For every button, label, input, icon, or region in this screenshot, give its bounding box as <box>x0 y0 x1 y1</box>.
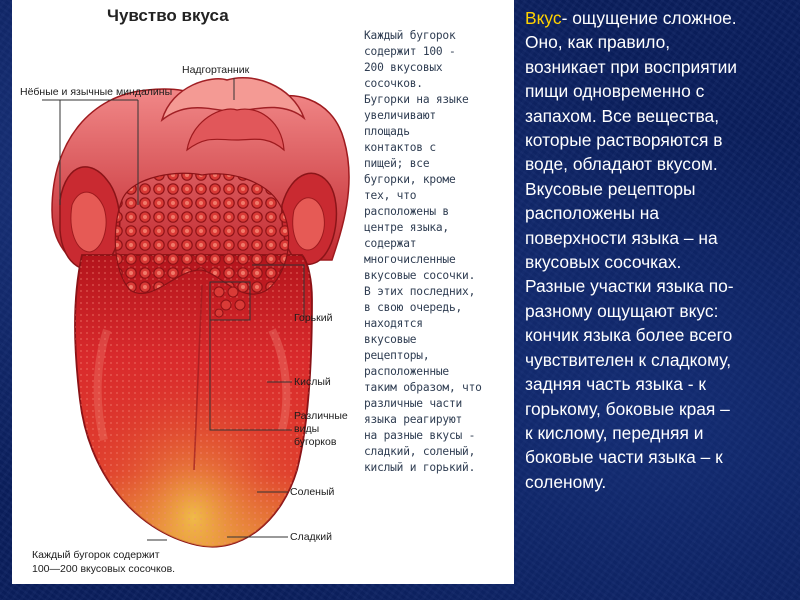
image-caption: Каждый бугорок содержит 100—200 вкусовых сосочков. <box>32 549 176 575</box>
label-sour: Кислый <box>294 376 331 388</box>
image-description: Каждый бугорок содержит 100 - 200 вкусовых сосочков. Бугорки на языке увеличивают площадь контактов с пищей; все бугорки, кроме тех, что расположены в центре языка, содержат многочисленные вкусовые сосочки. В этих последних, в свою очередь, находятся вкусовые рецепторы, расположенные таким образом, что различные части языка реагируют на разные вкусы - сладкий, соленый, кислый и горький. <box>364 29 482 474</box>
tongue-illustration <box>12 0 514 584</box>
label-tonsils: Нёбные и язычные миндалины <box>20 86 173 98</box>
slide-body-text: - ощущение сложное. Оно, как правило, возникает при восприятии пищи одновременно с запахом. Все вещества, которые растворяются в воде, обладают вкусом. Вкусовые рецепторы расположены на поверхности языка – на вкусовых сосочках. Разные участки языка по- разному ощущают вкус: кончик языка более всего чувствителен к сладкому, задняя часть языка - к горькому, боковые края – к кислому, передняя и боковые части языка – к соленому. <box>525 8 738 492</box>
label-sweet: Сладкий <box>290 531 332 543</box>
label-epiglottis: Надгортанник <box>182 64 250 76</box>
label-salty: Соленый <box>290 486 335 498</box>
image-title: Чувство вкуса <box>107 6 229 25</box>
label-papillae-types: Различные виды бугорков <box>294 410 348 448</box>
slide-text <box>525 6 793 494</box>
label-bitter: Горький <box>294 312 333 324</box>
highlight-term: Вкус <box>525 8 562 28</box>
